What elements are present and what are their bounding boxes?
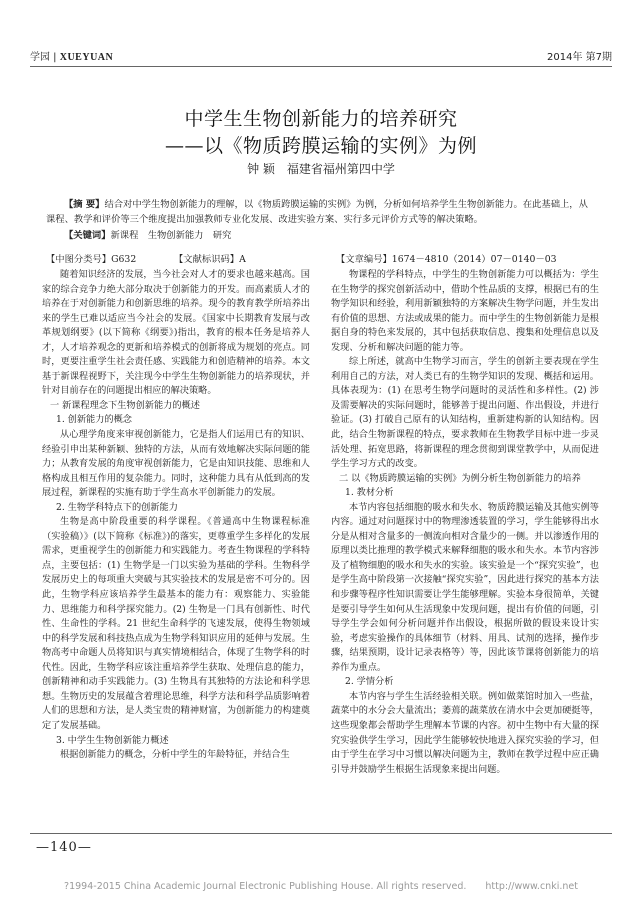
classification-number: 【中图分类号】G632 bbox=[46, 254, 137, 265]
page-number: —140— bbox=[36, 840, 92, 855]
paragraph: 从心理学角度来审视创新能力，它是指人们运用已有的知识、经验引申出某种新颖、独特的方法，从而有效地解决实际问题的能力；从教育发展的角度审视创新能力，它是由知识技能、思维和人格构成且相互作用的复杂能力。同时，这种能力具有从低到高的发展过程，新课程的实施有助于学生高水平创新能力的发展。 bbox=[42, 429, 310, 499]
left-column bbox=[42, 268, 310, 763]
paragraph: 根据创新能力的概念，分析中学生的年龄特征，并结合生 bbox=[60, 749, 290, 761]
copyright-footer: ?1994-2015 China Academic Journal Electronic Publishing House. All rights reserved. http://www.cnki.net bbox=[64, 881, 578, 892]
journal-name-divider: | bbox=[50, 52, 60, 63]
article-meta bbox=[46, 251, 598, 265]
journal-name bbox=[30, 48, 113, 63]
article-number: 【文章编号】1674－4810（2014）07－0140－03 bbox=[336, 254, 557, 265]
article-title: 中学生生物创新能力的培养研究 bbox=[184, 108, 458, 130]
abstract bbox=[46, 197, 596, 227]
keywords bbox=[46, 228, 596, 243]
paragraph: 本节内容包括细胞的吸水和失水、物质跨膜运输及其他实例等内容。通过对问题探讨中的物理渗透装置的学习，学生能够得出水分是从相对含量多的一侧流向相对含量少的一侧。并以渗透作用的原理以类比推理的教学模式来解释细胞的吸水和失水。本节内容涉及了植物细胞的吸水和失水的实验。该实验是一个“探究实验”，也是学生高中阶段第一次接触“探究实验”，因此进行探究的基本方法和步骤等程序性知识需要让学生能够理解。实验本身很简单，关键是要引导学生如何从生活现象中发现问题，提出有价值的问题，引导学生学会如何分析问题并作出假设，根据所做的假设来设计实验，考虑实验操作的具体细节（材料、用具、试剂的选择，操作步骤，结果预期，设计记录表格等）等，因此该节课将创新能力的培养作为重点。 bbox=[331, 501, 599, 673]
keywords-text: 新课程 生物创新能力 研究 bbox=[110, 230, 232, 241]
paragraph: 本节内容与学生生活经验相关联。例如做菜馆时加入一些盐，蔬菜中的水分会大量流出；萎蔫的蔬菜放在清水中会更加硬挺等，这些现象都会帮助学生理解本节课的内容。初中生物中有大量的探究实验供学生学习，因此学生能够较快地进入探究实验的学习，但由于学生在学习中习惯以解决问题为主，教师在教学过程中应正确引导并鼓励学生根据生活现象来提出问题。 bbox=[331, 690, 599, 775]
header-rule bbox=[30, 66, 612, 67]
abstract-text: 结合对中学生物创新能力的理解，以《物质跨膜运输的实例》为例，分析如何培养学生生物创新能力。在此基础上，从课程、教学和评价等三个维度提出加强教师专业化发展、改进实验方案、实行多元评价方式等的解决策略。 bbox=[46, 199, 588, 225]
article-subtitle: ——以《物质跨膜运输的实例》为例 bbox=[164, 135, 477, 157]
document-code: 【文献标识码】A bbox=[174, 254, 246, 265]
paragraph: 综上所述，就高中生物学习而言，学生的创新主要表现在学生利用自己的方法，对人类已有的生物学知识的发现、概括和运用。具体表现为：(1) 在思考生物学问题时的灵活性和多样性。(2) 涉及需要解决的实际问题时，能够善于提出问题、作出假设，并进行验证。(3) 打破自己原有的认知结构，重新建构新的认知结构。因此，结合生物新课程的特点，要求教师在生物教学目标中进一步灵活处理、拓宽思路，将新课程的理念贯彻到课堂教学中，从而促进学生学习方式的改变。 bbox=[331, 356, 599, 470]
subsection-heading: 3. 中学生生物创新能力概述 bbox=[56, 734, 169, 746]
footer-rule bbox=[30, 833, 612, 834]
journal-name-en: XUEYUAN bbox=[59, 52, 114, 63]
paragraph: 物课程的学科特点，中学生的生物创新能力可以概括为：学生在生物学的探究创新活动中，借助个性品质的支撑，根据已有的生物学知识和经验，利用新颖独特的方案解决生物学问题，并生发出有价值的思想、方法或成果的能力。而中学生的生物创新能力是根据自身的特色来发展的，其中包括获取信息、搜集和处理信息以及发现、分析和解决问题的能力等。 bbox=[331, 269, 599, 353]
keywords-label: 【关键词】 bbox=[64, 230, 111, 241]
abstract-label: 【摘 要】 bbox=[64, 199, 105, 210]
section-heading: 二 以《物质跨膜运输的实例》为例分析生物创新能力的培养 bbox=[339, 472, 581, 484]
subsection-heading: 1. 教材分析 bbox=[345, 487, 394, 499]
running-head bbox=[30, 48, 612, 64]
right-column bbox=[331, 268, 599, 777]
author-line: 钟 颖 福建省福州第四中学 bbox=[247, 162, 395, 176]
section-heading: 一 新课程理念下生物创新能力的概述 bbox=[50, 399, 200, 411]
journal-name-cn: 学园 bbox=[30, 52, 50, 63]
subsection-heading: 1. 创新能力的概念 bbox=[56, 414, 132, 426]
issue-label: 2014年 第7期 bbox=[547, 52, 612, 63]
paragraph: 随着知识经济的发展，当今社会对人才的要求也越来越高。国家的综合竞争力绝大部分取决于创新能力的开发。而高素质人才的培养在于对创新能力和创新思维的培养。现今的教育教学所培养出来的学生已难以适应当今社会的发展。《国家中长期教育发展与改革规划纲要》(以下简称《纲要》)指出，教育的根本任务是培养人才，人才培养观念的更新和培养模式的创新将成为规划的亮点。同时，更要注重学生社会责任感、实践能力和创造精神的培养。本文基于新课程视野下，关注现今中学生生物创新能力的培养现状，并针对目前存在的问题提出相应的解决策略。 bbox=[42, 269, 310, 397]
paragraph: 生物是高中阶段重要的科学课程。《普通高中生物课程标准（实验稿）》(以下简称《标准》)的落实，更尊重学生多样化的发展需求，更重视学生的创新能力和实践能力。考查生物课程的学科特点，主要包括：(1) 生物学是一门以实验为基础的学科。生物科学发展历史上的每项重大突破与其实验技术的发展是密不可分的。因此，生物学科应该培养学生最基本的能力有：观察能力、实验能力、思维能力和科学探究能力。(2) 生物是一门具有创新性、时代性、生命性的学科。21 世纪生命科学的飞速发展，使得生物领域中的科学发展和科技热点成为生物学科知识应用的延伸与发展。生物高考中命题人员将知识与真实情境相结合，体现了生物学科的时代性。因此，生物学科应该注重培养学生获取、处理信息的能力，创新精神和动手实践能力。(3) 生物具有其独特的方法论和科学思想。生物历史的发展蕴含着理论思维，科学方法和科学品质影响着人们的思想和方法，是人类宝贵的精神财富，为创新能力的构建奠定了发展基础。 bbox=[42, 516, 310, 731]
subsection-heading: 2. 生物学科特点下的创新能力 bbox=[56, 501, 178, 513]
subsection-heading: 2. 学情分析 bbox=[345, 676, 394, 688]
